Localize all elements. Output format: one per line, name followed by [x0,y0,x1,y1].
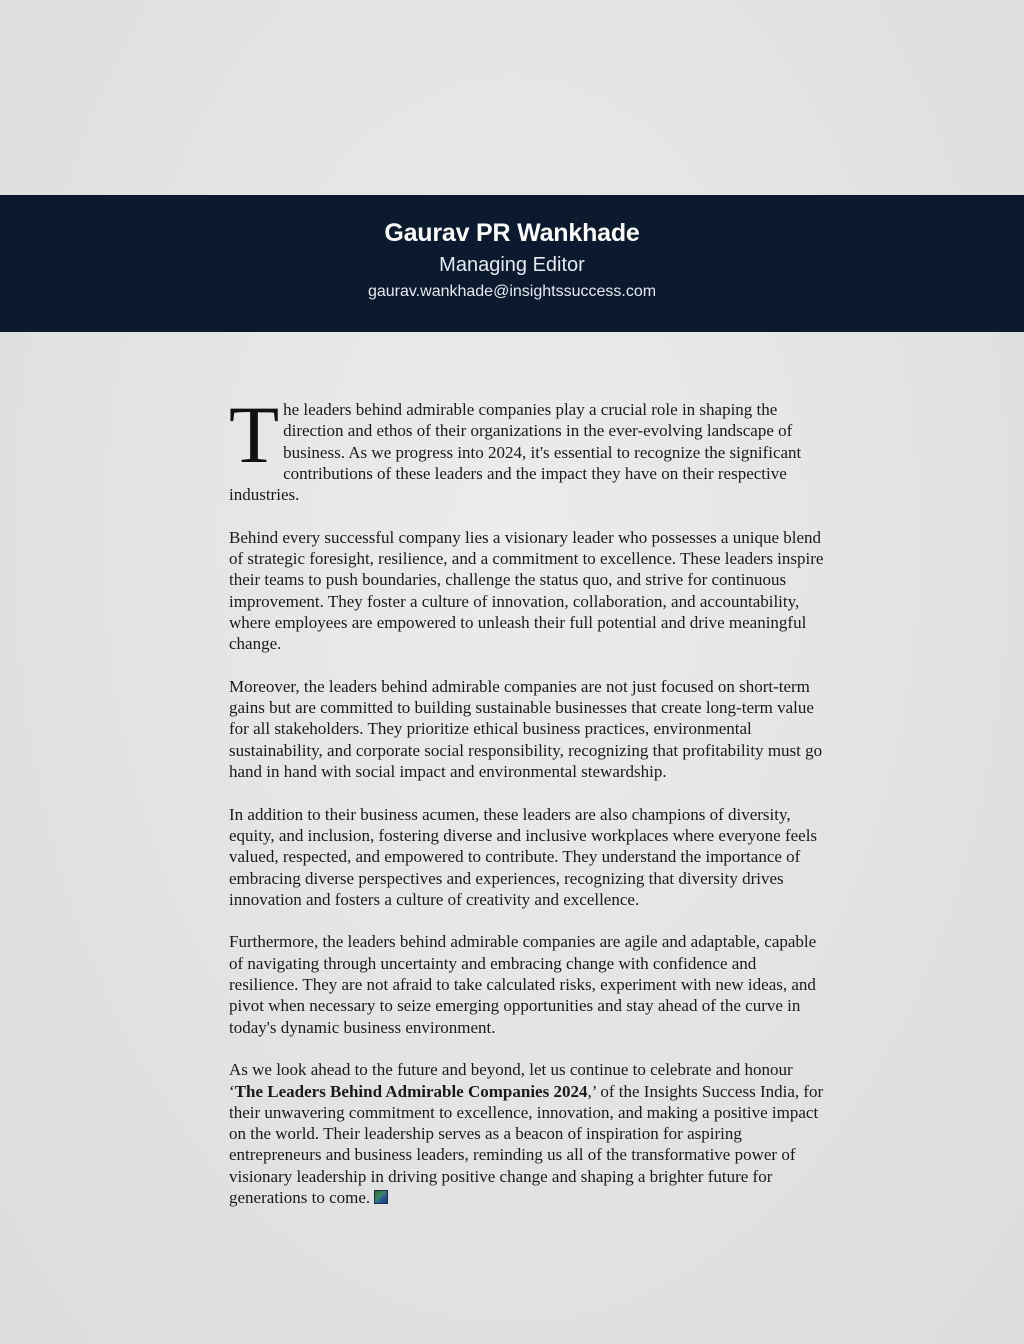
article-paragraph-6 [229,1059,829,1208]
end-mark-icon [374,1190,388,1204]
article-paragraph-5: Furthermore, the leaders behind admirable companies are agile and adaptable, capable of navigating through uncertainty and embracing change with confidence and resilience. They are not afraid to take calculated risks, experiment with new ideas, and pivot when necessary to seize emerging opportunities and stay ahead of the curve in today's dynamic business environment. [229,932,817,1037]
article-paragraph-3: Moreover, the leaders behind admirable companies are not just focused on short-term gains but are committed to building sustainable businesses that create long-term value for all stakeholders. They prioritize ethical business practices, environmental sustainability, and corporate social responsibility, recognizing that profitability must go hand in hand with social impact and environmental stewardship. [229,676,823,782]
editor-title: Managing Editor [439,254,585,276]
editor-name: Gaurav PR Wankhade [384,219,640,247]
drop-cap: T [229,389,280,480]
editorial-article [229,389,829,1230]
publication-title: The Leaders Behind Admirable Companies 2024 [234,1081,588,1101]
paragraph-1-text: he leaders behind admirable companies play a crucial role in shaping the direction and ethos of their organizations in the ever-evolving landscape of business. As we progress into 2024, it's essential to recognize the significant contributions of these leaders and the impact they have on their respective industries. [229,400,802,505]
editor-header-band [0,195,1024,332]
article-paragraph-1 [229,389,829,505]
article-paragraph-4: In addition to their business acumen, these leaders are also champions of diversity, equity, and inclusion, fostering diverse and inclusive workplaces where everyone feels valued, respected, and empowered to contribute. They understand the importance of embracing diverse perspectives and experiences, recognizing that diversity drives innovation and fosters a culture of creativity and excellence. [229,804,818,909]
article-paragraph-2: Behind every successful company lies a visionary leader who possesses a unique blend of strategic foresight, resilience, and a commitment to excellence. These leaders inspire their teams to push boundaries, challenge the status quo, and strive for continuous improvement. They foster a culture of innovation, collaboration, and accountability, where employees are empowered to unleash their full potential and drive meaningful change. [229,527,824,654]
editor-email: gaurav.wankhade@insightssuccess.com [367,283,657,300]
paragraph-6-rest: ,’ of the Insights Success India, for their unwavering commitment to excellence, innovation, and making a positive impact on the world. Their leadership serves as a beacon of inspiration for aspiring entrepreneurs and business leaders, reminding us all of the transformative power of visionary leadership in driving positive change and shaping a brighter future for generations to come. [229,1081,824,1207]
paragraph-6-intro: As we look ahead to the future and beyond, let us continue to celebrate and honour ‘ [229,1060,793,1101]
